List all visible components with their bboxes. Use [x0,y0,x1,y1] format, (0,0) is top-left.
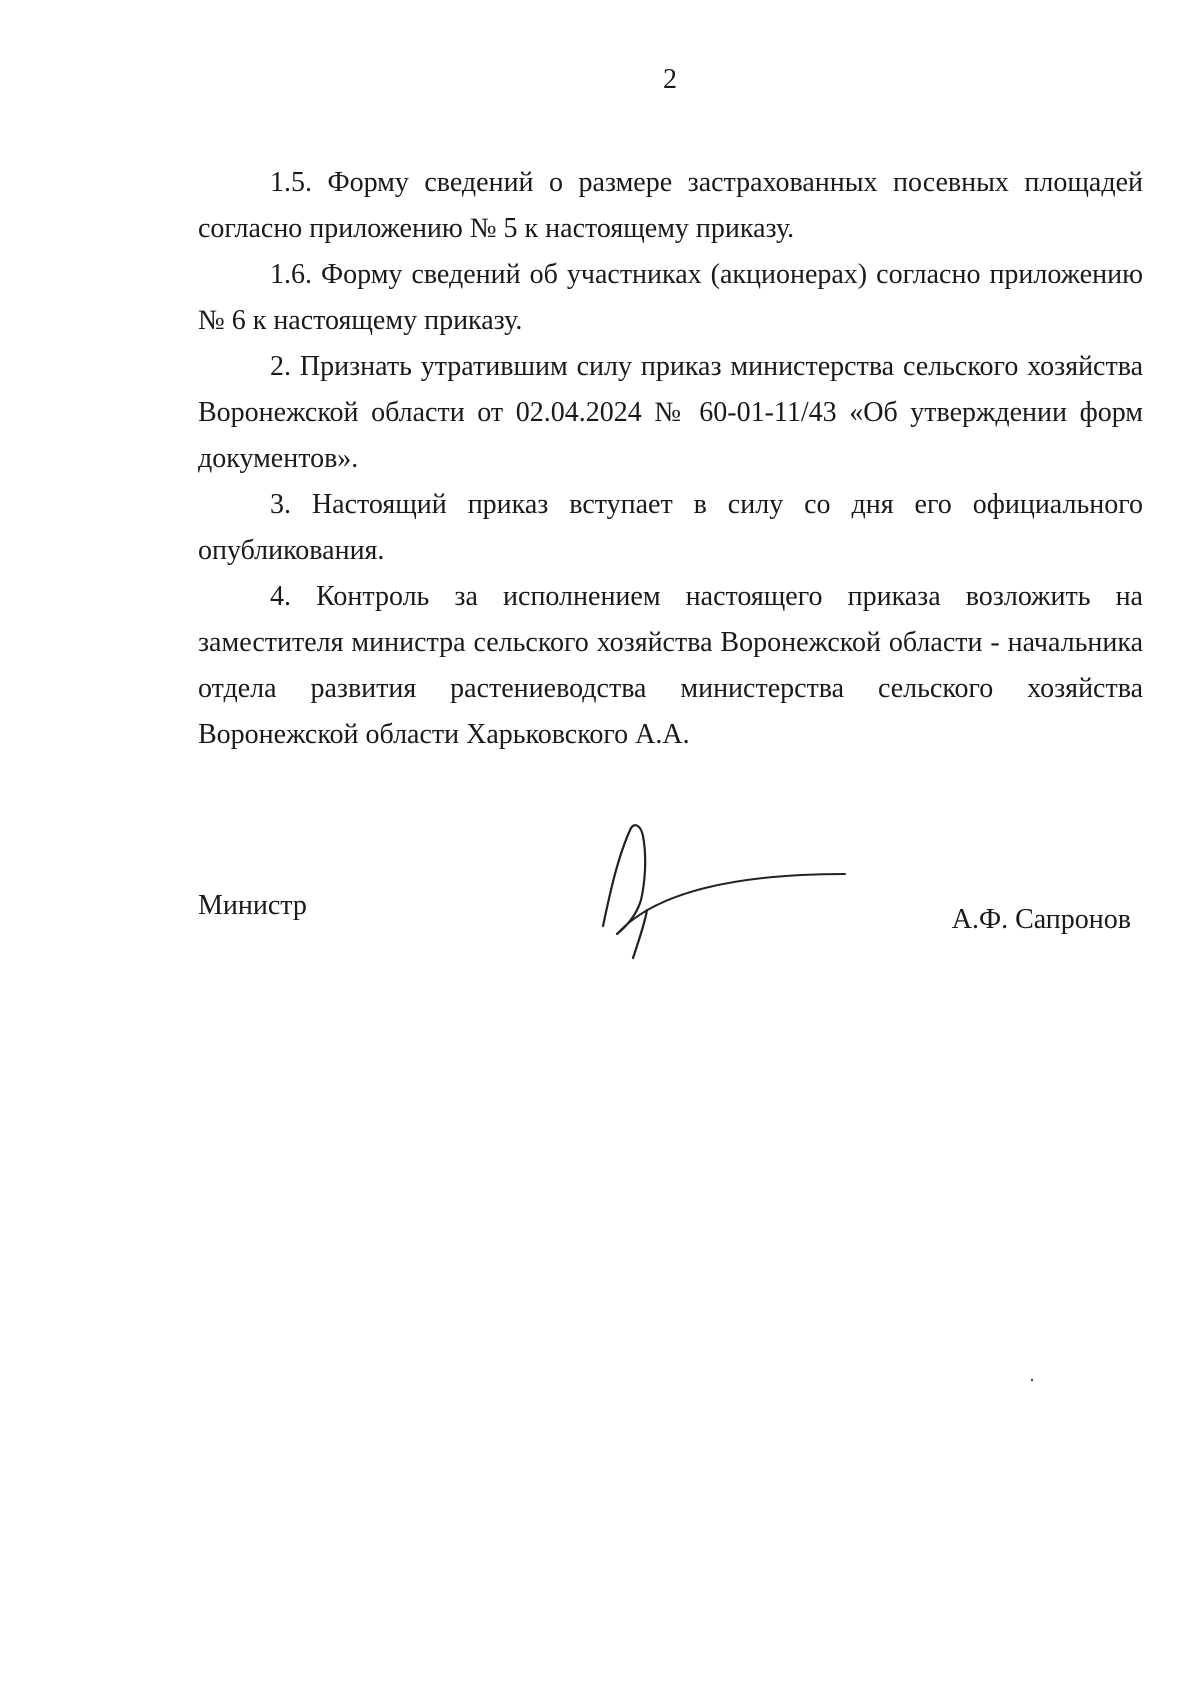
scan-speck [1030,1378,1034,1382]
signer-position: Министр [198,890,307,921]
signature-block [198,890,1143,950]
paragraph-2: 2. Признать утратившим силу приказ министерства сельского хозяйства Воронежской области от 02.04.2024 № 60-01-11/43 «Об утверждении форм документов». [198,351,1143,474]
paragraph-1-6: 1.6. Форму сведений об участниках (акционерах) согласно приложению № 6 к настоящему приказу. [198,259,1143,336]
paragraph-3: 3. Настоящий приказ вступает в силу со дня его официального опубликования. [198,489,1143,566]
page-number: 2 [663,64,677,95]
paragraph-4: 4. Контроль за исполнением настоящего приказа возложить на заместителя министра сельского хозяйства Воронежской области - начальника отдела развития растениеводства министерства сельского хозяйства Воронежской области Харьковского А.А. [198,581,1143,750]
signer-name: А.Ф. Сапронов [951,904,1131,935]
document-body [198,160,1143,758]
paragraph-1-5: 1.5. Форму сведений о размере застрахованных посевных площадей согласно приложению № 5 к настоящему приказу. [198,167,1143,244]
